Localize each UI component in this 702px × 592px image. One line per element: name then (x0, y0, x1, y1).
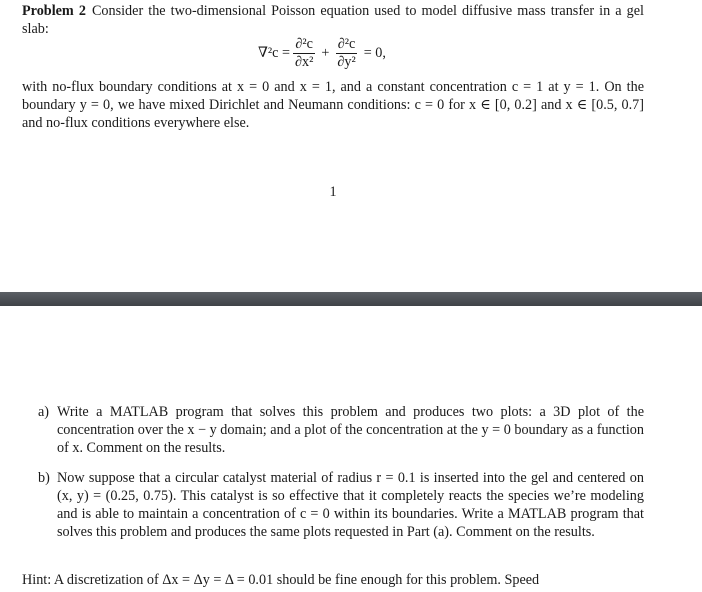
page-separator (0, 292, 702, 306)
equation-term-y (335, 36, 357, 71)
boundary-conditions: with no-flux boundary conditions at x = 0 and x = 1, and a constant concentration c = 1 at y = 1. On the boundary y = 0, we have mixed Dirichlet and Neumann conditions: c = 0 for x ∈ [0, 0.2] and x ∈ [0.5, 0.7] and no-flux conditions everywhere else. (22, 79, 644, 131)
part-b-text: Now suppose that a circular catalyst material of radius r = 0.1 is inserted into the gel and centered on (x, y) = (0.25, 0.75). This catalyst is so effective that it completely reacts the species we’re modeling and is able to maintain a concentration of c = 0 within its boundaries. Write a MATLAB program that solves this problem and produces the same plots requested in Part (a). Comment on the results. (57, 470, 644, 540)
problem-label: Problem 2 (22, 3, 86, 19)
equation-lhs: ∇²c = (258, 45, 291, 61)
page-number: 1 (329, 184, 337, 200)
term-x-denominator: ∂x² (295, 53, 314, 70)
problem-intro: Consider the two-dimensional Poisson equation used to model diffusive mass transfer in a gel slab: (22, 3, 644, 37)
hint-text: Hint: A discretization of Δx = Δy = Δ = 0.01 should be fine enough for this problem. Speed (22, 572, 540, 588)
equation-plus: + (321, 45, 330, 61)
term-x-numerator: ∂²c (295, 35, 313, 52)
equation-rhs: = 0, (363, 45, 386, 61)
part-a-label: a) (38, 404, 50, 420)
term-y-numerator: ∂²c (337, 35, 356, 52)
part-b-label: b) (38, 470, 50, 486)
poisson-equation (258, 33, 389, 73)
part-a-text: Write a MATLAB program that solves this problem and produces two plots: a 3D plot of the concentration over the x − y domain; and a plot of the concentration at the y = 0 boundary as a function of x. Comment on the results. (57, 404, 644, 456)
equation-term-x (293, 36, 315, 71)
term-y-denominator: ∂y² (337, 53, 356, 70)
page-1 (0, 0, 702, 292)
